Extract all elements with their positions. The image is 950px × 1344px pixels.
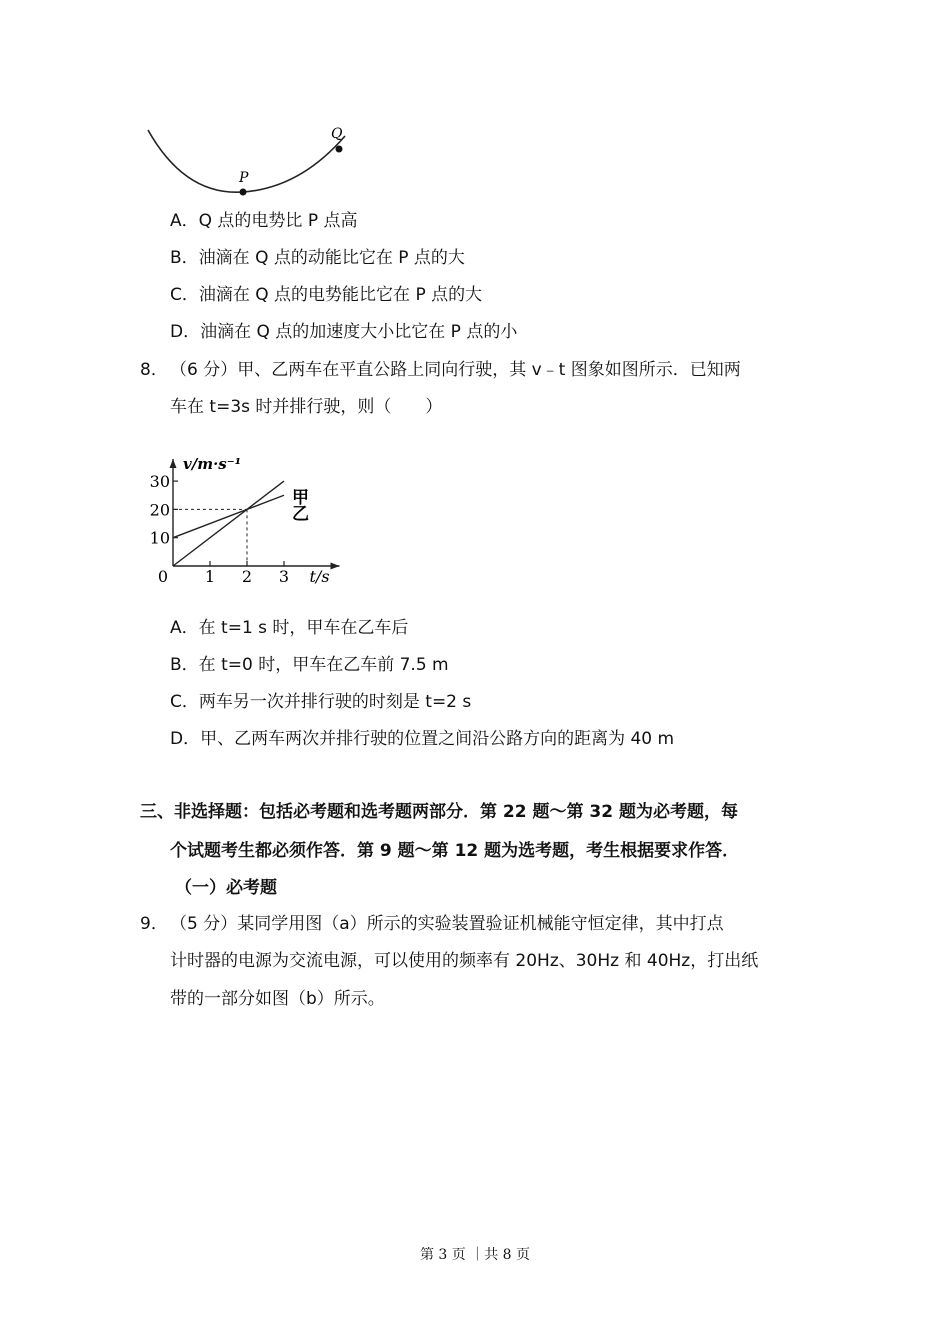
- series-label-jia: 甲: [292, 488, 309, 509]
- q8-option-a: A．在 t=1 s 时，甲车在乙车后: [170, 618, 409, 638]
- q7-option-c: C．油滴在 Q 点的电势能比它在 P 点的大: [170, 285, 483, 305]
- q8-option-d: D．甲、乙两车两次并排行驶的位置之间沿公路方向的距离为 40 m: [170, 729, 675, 749]
- y-tick-label-20: 20: [149, 500, 170, 520]
- q7-option-a: A．Q 点的电势比 P 点高: [170, 211, 358, 231]
- q8-option-c: C．两车另一次并排行驶的时刻是 t=2 s: [170, 692, 472, 712]
- q9-stem-line1: （5 分）某同学用图（a）所示的实验装置验证机械能守恒定律，其中打点: [170, 914, 724, 934]
- section3-subheading: （一）必考题: [175, 878, 277, 898]
- q8-option-b: B．在 t=0 时，甲车在乙车前 7.5 m: [170, 655, 449, 675]
- x-axis-label: t/s: [309, 567, 330, 586]
- point-p: [240, 189, 247, 196]
- series-lines: [173, 481, 284, 566]
- x-tick-label-3: 3: [278, 567, 290, 586]
- q9-stem-line3: 带的一部分如图（b）所示。: [170, 989, 385, 1009]
- y-tick-label-10: 10: [149, 528, 170, 548]
- label-q: Q: [331, 126, 343, 142]
- q8-stem-line1: （6 分）甲、乙两车在平直公路上同向行驶，其 v﹣t 图象如图所示．已知两: [170, 360, 741, 380]
- y-axis-arrow: [170, 459, 177, 468]
- axes: [170, 459, 340, 570]
- trajectory-figure: [140, 118, 370, 198]
- y-tick-label-30: 30: [149, 472, 170, 492]
- q7-option-d: D．油滴在 Q 点的加速度大小比它在 P 点的小: [170, 322, 518, 342]
- x-axis-arrow: [331, 563, 340, 570]
- series-line-yi: [173, 495, 284, 537]
- vt-chart: [140, 426, 360, 586]
- section3-heading-line2: 个试题考生都必须作答．第 9 题～第 12 题为选考题，考生根据要求作答．: [170, 841, 740, 861]
- series-label-yi: 乙: [292, 504, 309, 525]
- origin-label: 0: [157, 567, 168, 586]
- page-footer: 第 3 页 ｜共 8 页: [419, 1247, 531, 1263]
- x-tick-label-2: 2: [241, 567, 253, 586]
- section3-heading-line1: 三、非选择题：包括必考题和选考题两部分．第 22 题～第 32 题为必考题，每: [140, 802, 738, 822]
- q9-number: 9．: [140, 914, 168, 934]
- q8-number: 8．: [140, 360, 168, 380]
- q7-option-b: B．油滴在 Q 点的动能比它在 P 点的大: [170, 248, 465, 268]
- point-q: [336, 146, 343, 153]
- label-p: P: [239, 170, 249, 186]
- q9-stem-line2: 计时器的电源为交流电源，可以使用的频率有 20Hz、30Hz 和 40Hz，打出纸: [170, 951, 759, 971]
- x-tick-label-1: 1: [204, 567, 216, 586]
- y-axis-label: v/m·s⁻¹: [183, 454, 242, 473]
- q8-stem-line2: 车在 t=3s 时并排行驶，则（ ）: [170, 397, 443, 417]
- series-line-jia: [173, 481, 284, 566]
